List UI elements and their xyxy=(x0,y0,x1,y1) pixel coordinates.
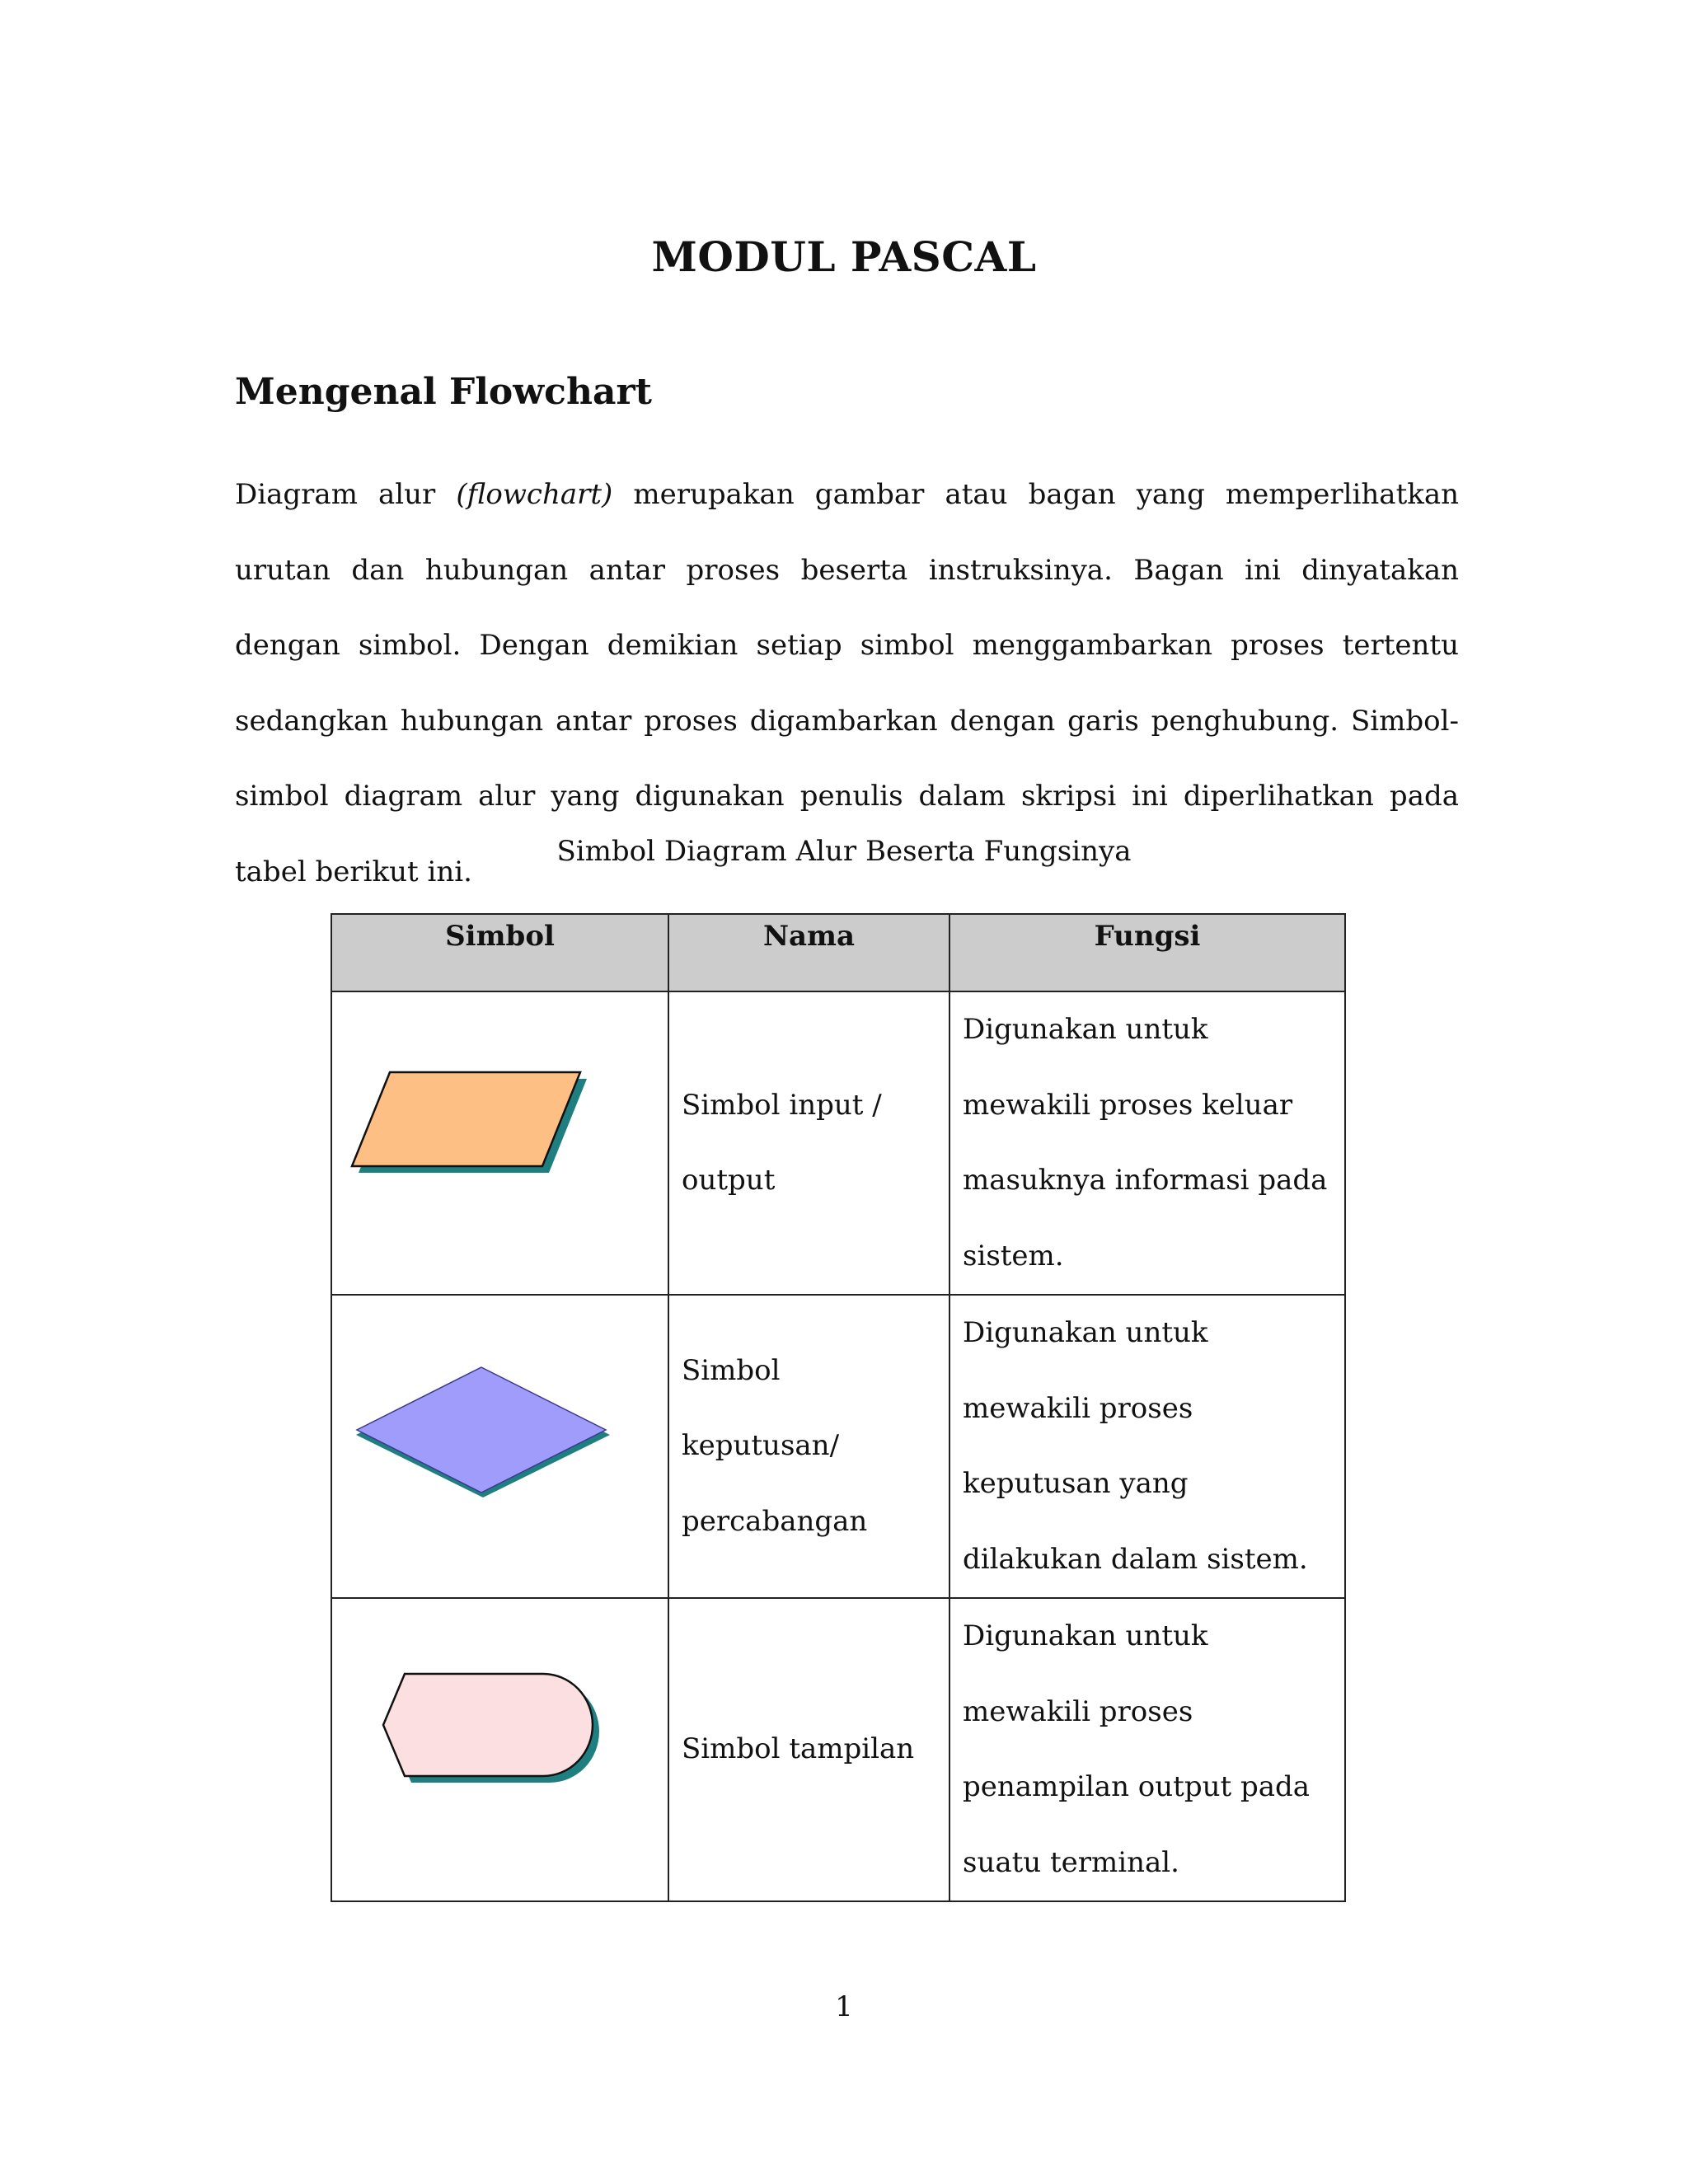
table-row xyxy=(331,1598,1345,1901)
header-nama: Nama xyxy=(668,914,950,991)
name-cell: Simbol input / output xyxy=(668,991,950,1295)
function-cell: Digunakan untuk mewakili proses keputusan yang dilakukan dalam sistem. xyxy=(950,1295,1345,1598)
header-simbol: Simbol xyxy=(331,914,668,991)
document-title: MODUL PASCAL xyxy=(651,232,1037,281)
table-row xyxy=(331,1295,1345,1598)
paragraph-text-start: Diagram alur xyxy=(235,478,457,511)
table-header-row xyxy=(331,914,1345,991)
decision-diamond-icon xyxy=(332,1296,669,1596)
name-cell: Simbol tampilan xyxy=(668,1598,950,1901)
symbol-cell xyxy=(331,1295,668,1598)
diamond-shape xyxy=(357,1367,606,1493)
function-cell: Digunakan untuk mewakili proses keluar masuknya informasi pada sistem. xyxy=(950,991,1345,1295)
display-shape xyxy=(383,1674,593,1776)
table-caption: Simbol Diagram Alur Beserta Fungsinya xyxy=(556,835,1132,868)
flowchart-term: (flowchart) xyxy=(456,478,613,511)
name-cell: Simbol keputusan/ percabangan xyxy=(668,1295,950,1598)
display-symbol-icon xyxy=(332,1600,669,1900)
symbol-cell xyxy=(331,1598,668,1901)
section-heading: Mengenal Flowchart xyxy=(235,371,652,413)
page-number: 1 xyxy=(835,1990,853,2023)
paragraph-text-rest: merupakan gambar atau bagan yang memperlihatkan urutan dan hubungan antar proses beserta instruksinya. Bagan ini dinyatakan dengan simbol. Dengan demikian setiap simbol menggambarkan proses tertentu sedangkan hubungan antar proses digambarkan dengan garis penghubung. Simbol-simbol diagram alur yang digunakan penulis dalam skripsi ini diperlihatkan pada tabel berikut ini. xyxy=(235,478,1460,888)
header-fungsi: Fungsi xyxy=(950,914,1345,991)
input-output-parallelogram-icon xyxy=(332,993,669,1293)
symbol-cell xyxy=(331,991,668,1295)
function-cell: Digunakan untuk mewakili proses penampilan output pada suatu terminal. xyxy=(950,1598,1345,1901)
parallelogram-shape xyxy=(352,1072,580,1166)
flowchart-symbol-table xyxy=(331,913,1346,1902)
table-row xyxy=(331,991,1345,1295)
